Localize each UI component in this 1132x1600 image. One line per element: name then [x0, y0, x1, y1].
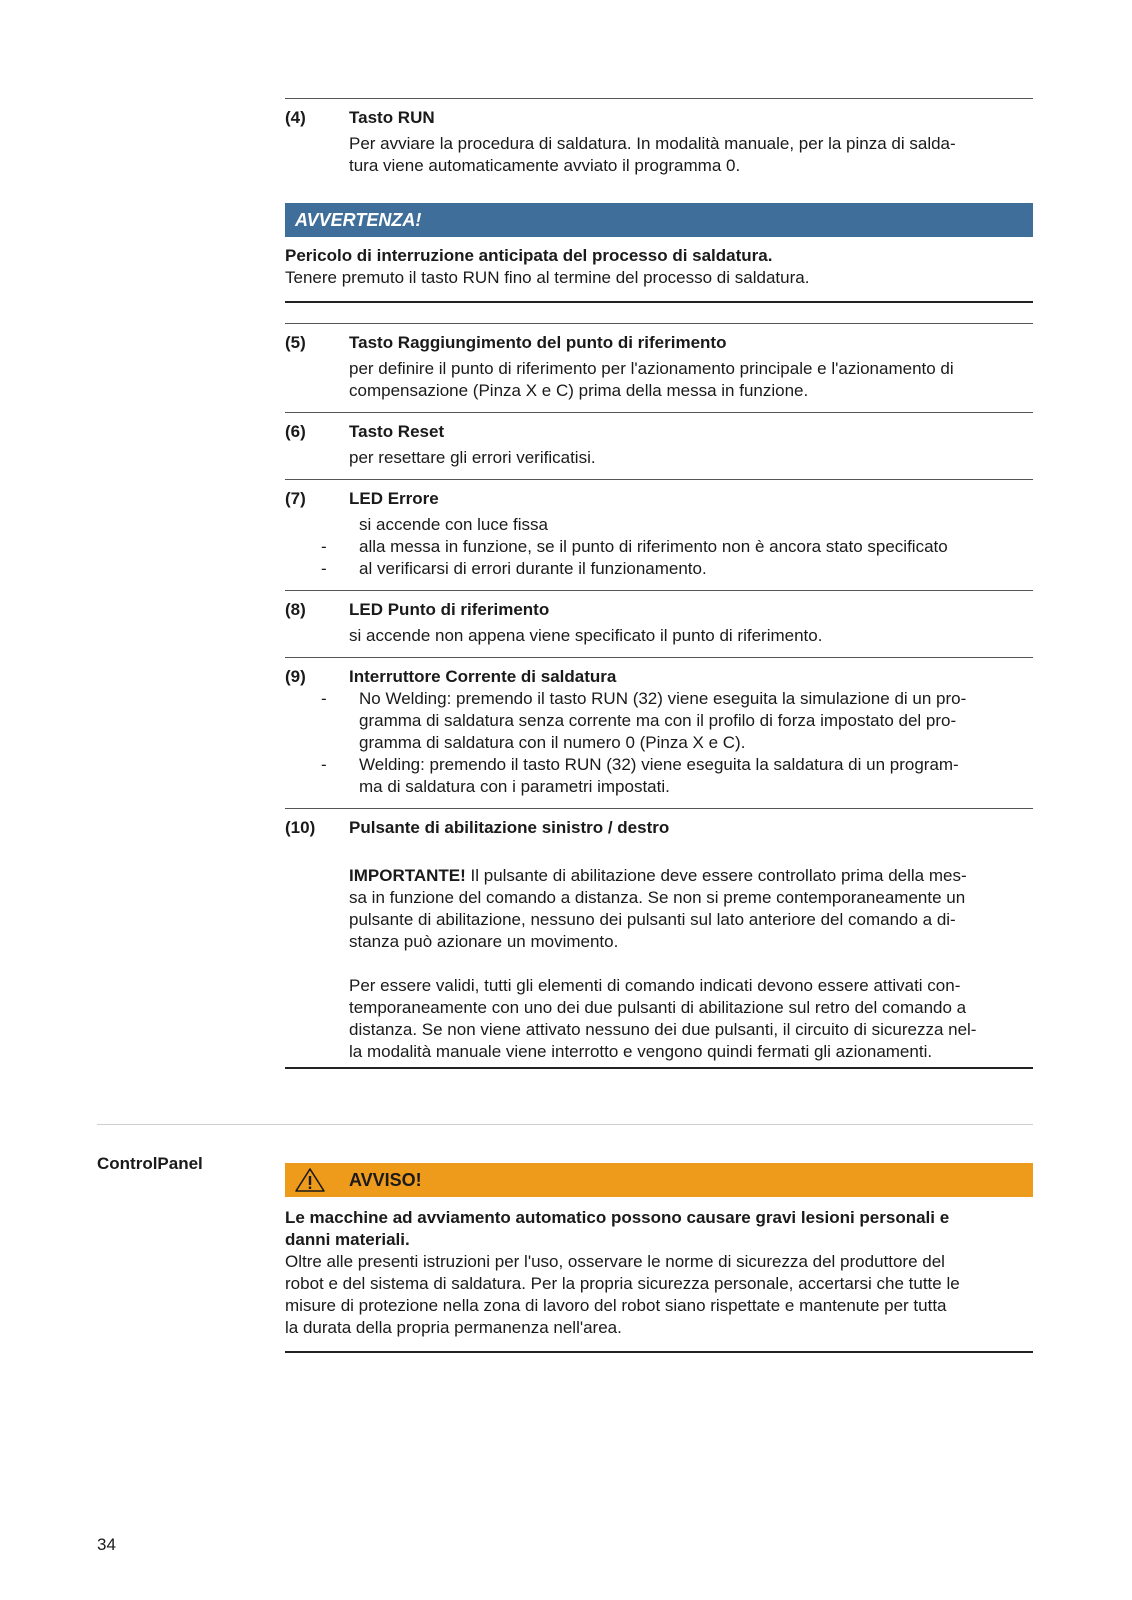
item-number: (10) — [285, 818, 316, 837]
list-item: - al verificarsi di errori durante il funzionamento. — [321, 559, 707, 578]
item-number: (4) — [285, 108, 306, 127]
list-item: - Welding: premendo il tasto RUN (32) viene eseguita la saldatura di un program- ma di saldatura con i parametri impostati. — [321, 755, 959, 796]
item-5 — [285, 324, 1033, 412]
section-divider — [97, 1124, 1033, 1125]
notice-text: Oltre alle presenti istruzioni per l'uso, osservare le norme di sicurezza del produttore del robot e del sistema di saldatura. Per la propria sicurezza personale, accertarsi che tutte le misure di protezione nella zona di lavoro del robot siano rispettate e mantenute per tutta la durata della propria permanenza nell'area. — [285, 1252, 960, 1337]
body-line: si accende non appena viene specificato il punto di riferimento. — [349, 626, 823, 645]
item-title: Tasto Raggiungimento del punto di riferimento — [349, 333, 727, 352]
item-number: (7) — [285, 489, 306, 508]
notice-headline: Le macchine ad avviamento automatico possono causare gravi lesioni personali e danni materiali. — [285, 1208, 950, 1249]
bullet-list — [285, 688, 1033, 798]
item-title: Tasto Reset — [349, 422, 445, 441]
item-title: LED Errore — [349, 489, 439, 508]
item-10 — [285, 809, 1033, 1067]
notice-bar — [285, 1163, 1033, 1197]
body-line: tura viene automaticamente avviato il programma 0. — [349, 156, 741, 175]
body-line: per definire il punto di riferimento per l'azionamento principale e l'azionamento di — [349, 359, 954, 378]
main-content — [285, 98, 1033, 1069]
important-label: IMPORTANTE! — [349, 866, 466, 885]
body-line: per resettare gli errori verificatisi. — [349, 448, 596, 467]
item-8 — [285, 591, 1033, 657]
section-label: ControlPanel — [97, 1154, 203, 1173]
item-title: Tasto RUN — [349, 108, 435, 127]
important-paragraph: IMPORTANTE! Il pulsante di abilitazione deve essere controllato prima della mes- sa in funzione del comando a distanza. Se non si preme contemporaneamente un pulsante di abilitazione, nessuno dei pulsanti sul lato anteriore del comando a di- stanza può azionare un movimento. — [349, 866, 967, 951]
item-body — [349, 447, 1033, 469]
bullet-list — [285, 536, 1033, 580]
notice-box — [285, 1163, 1033, 1353]
page-number: 34 — [97, 1535, 116, 1554]
notice-content — [285, 1197, 1033, 1351]
divider — [285, 1351, 1033, 1353]
body-line: compensazione (Pinza X e C) prima della messa in funzione. — [349, 381, 809, 400]
item-title: LED Punto di riferimento — [349, 600, 550, 619]
list-item: - alla messa in funzione, se il punto di riferimento non è ancora stato specificato — [321, 537, 948, 556]
body-paragraph: Per essere validi, tutti gli elementi di comando indicati devono essere attivati con- temporaneamente con uno dei due pulsanti di abilitazione sul retro del comando a distanza. Se non viene attivato nessuno dei due pulsanti, il circuito di sicurezza nel- la modalità manuale viene interrotto e vengono quindi fermati gli azionamenti. — [349, 976, 977, 1061]
warning-bar: AVVERTENZA! — [285, 203, 1033, 237]
item-number: (9) — [285, 667, 306, 686]
notice-label: AVVISO! — [349, 1170, 422, 1190]
item-4 — [285, 99, 1033, 187]
item-number: (5) — [285, 333, 306, 352]
item-title: Pulsante di abilitazione sinistro / destro — [349, 818, 670, 837]
item-title: Interruttore Corrente di saldatura — [349, 667, 617, 686]
item-body — [349, 358, 1033, 402]
item-body — [349, 133, 1033, 177]
list-item: - No Welding: premendo il tasto RUN (32) viene eseguita la simulazione di un pro- gramma di saldatura senza corrente ma con il profilo di forza impostato del pro- gramma di saldatura con il numero 0 (Pinza X e C). — [321, 689, 967, 752]
warning-triangle-icon — [295, 1168, 325, 1192]
item-number: (8) — [285, 600, 306, 619]
item-number: (6) — [285, 422, 306, 441]
item-body — [285, 514, 1033, 580]
body-line: Per avviare la procedura di saldatura. In modalità manuale, per la pinza di salda- — [349, 134, 956, 153]
item-body — [349, 625, 1033, 647]
item-6 — [285, 413, 1033, 479]
warning-content — [285, 237, 1033, 301]
warning-headline: Pericolo di interruzione anticipata del processo di saldatura. — [285, 246, 773, 265]
body-line: si accende con luce fissa — [359, 515, 548, 534]
divider — [285, 1067, 1033, 1069]
warning-text: Tenere premuto il tasto RUN fino al termine del processo di saldatura. — [285, 268, 810, 287]
item-7 — [285, 480, 1033, 590]
item-9 — [285, 658, 1033, 808]
